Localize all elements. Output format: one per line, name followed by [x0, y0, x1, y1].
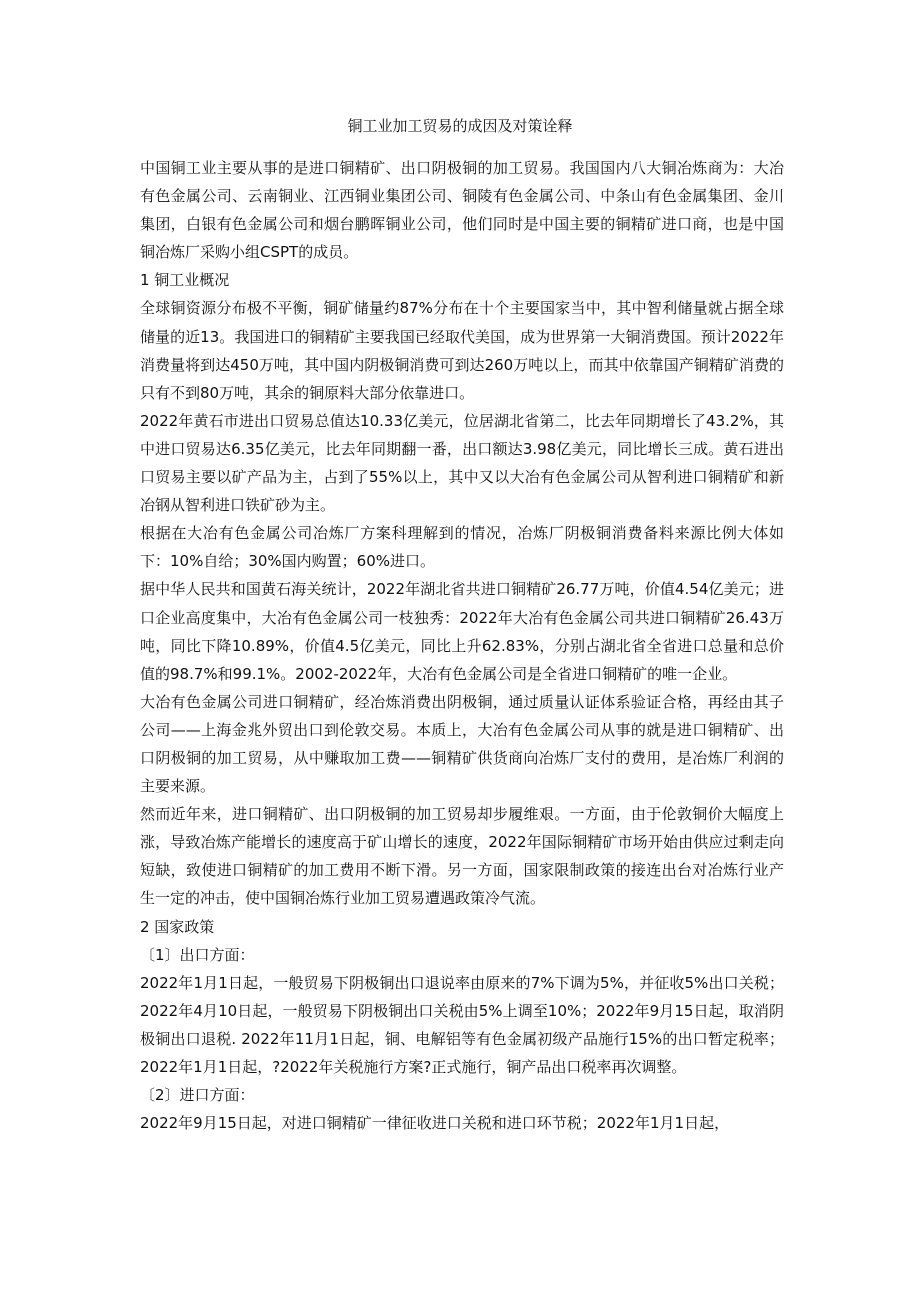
paragraph-processing-trade: 大冶有色金属公司进口铜精矿，经冶炼消费出阴极铜，通过质量认证体系验证合格，再经由其子公司——上海金兆外贸出口到伦敦交易。本质上，大冶有色金属公司从事的就是进口铜精矿、出口阴极铜的加工贸易，从中赚取加工费——铜精矿供货商向冶炼厂支付的费用，是冶炼厂利润的主要来源。	[140, 692, 784, 796]
subheading-export: 〔1〕出口方面：	[140, 945, 255, 964]
document-title: 铜工业加工贸易的成因及对策诠释	[347, 117, 573, 135]
paragraph-global-resources: 全球铜资源分布极不平衡，铜矿储量约87%分布在十个主要国家当中，其中智利储量就占据全球储量的近13。我国进口的铜精矿主要我国已经取代美国，成为世界第一大铜消费国。预计2022年消费量将到达450万吨，其中国内阴极铜消费可到达260万吨以上，而其中依靠国产铜精矿消费的只有不到80万吨，其余的铜原料大部分依靠进口。	[140, 299, 784, 402]
document-body	[140, 154, 784, 1137]
paragraph-difficulties: 然而近年来，进口铜精矿、出口阴极铜的加工贸易却步履维艰。一方面，由于伦敦铜价大幅度上涨，导致冶炼产能增长的速度高于矿山增长的速度，2022年国际铜精矿市场开始由供应过剩走向短缺，致使进口铜精矿的加工费用不断下滑。另一方面，国家限制政策的接连出台对冶炼行业产生一定的冲击，使中国铜冶炼行业加工贸易遭遇政策冷气流。	[140, 805, 784, 908]
paragraph-import-policy: 2022年9月15日起，对进口铜精矿一律征收进口关税和进口环节税；2022年1月1日起，	[140, 1114, 730, 1133]
subheading-import: 〔2〕进口方面：	[140, 1086, 255, 1105]
section-heading-1: 1 铜工业概况	[140, 271, 230, 290]
paragraph-material-sources: 根据在大冶有色金属公司冶炼厂方案科理解到的情况，冶炼厂阴极铜消费备料来源比例大体如下：10%自给；30%国内购置；60%进口。	[140, 524, 784, 571]
section-heading-2: 2 国家政策	[140, 917, 215, 936]
paragraph-customs-statistics: 据中华人民共和国黄石海关统计，2022年湖北省共进口铜精矿26.77万吨，价值4.54亿美元；进口企业高度集中，大冶有色金属公司一枝独秀：2022年大冶有色金属公司共进口铜精矿26.43万吨，同比下降10.89%，价值4.5亿美元，同比上升62.83%，分别占湖北省全省进口总量和总价值的98.7%和99.1%。2002-2022年，大冶有色金属公司是全省进口铜精矿的唯一企业。	[140, 580, 784, 683]
paragraph-huangshi-trade: 2022年黄石市进出口贸易总值达10.33亿美元，位居湖北省第二，比去年同期增长了43.2%，其中进口贸易达6.35亿美元，比去年同期翻一番，出口额达3.98亿美元，同比增长三成。黄石进出口贸易主要以矿产品为主，占到了55%以上，其中又以大冶有色金属公司从智利进口铜精矿和新冶钢从智利进口铁矿砂为主。	[140, 411, 784, 515]
paragraph-export-policy: 2022年1月1日起，一般贸易下阴极铜出口退说率由原来的7%下调为5%，并征收5%出口关税；2022年4月10日起，一般贸易下阴极铜出口关税由5%上调至10%；2022年9月15日起，取消阴极铜出口退税. 2022年11月1日起，铜、电解铝等有色金属初级产品施行15%的出口暂定税率；2022年1月1日起，?2022年关税施行方案?正式施行，铜产品出口税率再次调整。	[140, 973, 784, 1076]
paragraph-intro: 中国铜工业主要从事的是进口铜精矿、出口阴极铜的加工贸易。我国国内八大铜冶炼商为：大冶有色金属公司、云南铜业、江西铜业集团公司、铜陵有色金属公司、中条山有色金属集团、金川集团，白银有色金属公司和烟台鹏晖铜业公司，他们同时是中国主要的铜精矿进口商，也是中国铜冶炼厂采购小组CSPT的成员。	[140, 159, 784, 262]
